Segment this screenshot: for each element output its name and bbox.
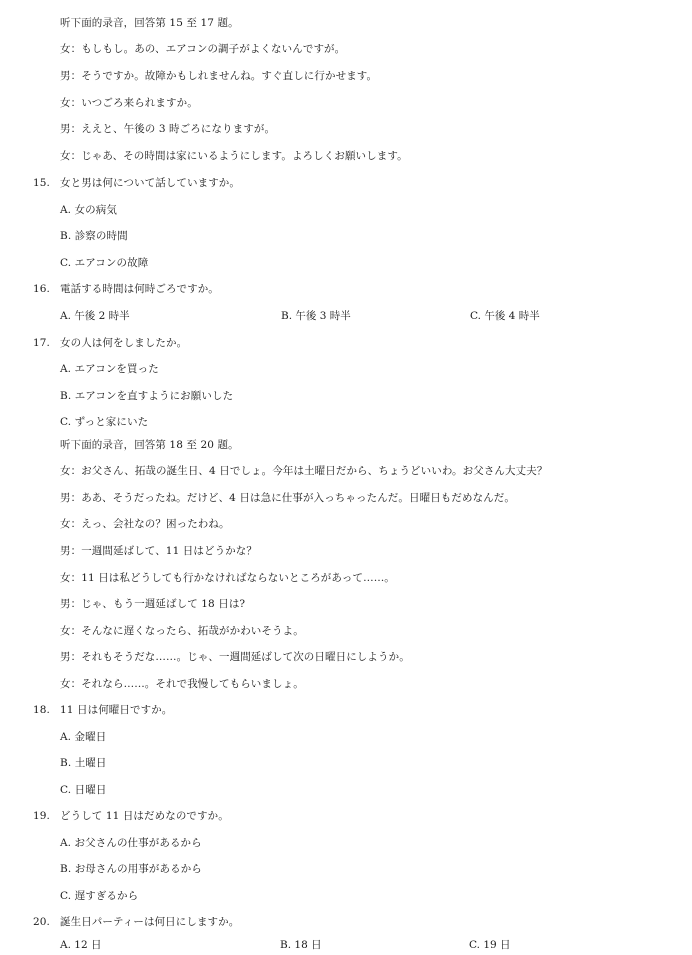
question-text: 誕生日パーティーは何日にしますか。 xyxy=(60,916,240,928)
dialogue-line: 女：えっ、会社なの？困ったわね。 xyxy=(60,518,230,530)
dialogue-line: 女：それなら……。それで我慢してもらいましょ。 xyxy=(60,678,304,690)
question-number: 18. xyxy=(33,704,50,716)
option-b: B. 土曜日 xyxy=(60,757,107,769)
dialogue-line: 女：そんなに遅くなったら、拓哉がかわいそうよ。 xyxy=(60,625,304,637)
question-text: 女と男は何について話していますか。 xyxy=(60,177,240,189)
question-17 xyxy=(33,336,187,350)
option-a: A. 12 日 xyxy=(60,939,102,951)
dialogue-line: 男：一週間延ばして、11 日はどうかな？ xyxy=(60,545,257,557)
dialogue-line: 女：じゃあ、その時間は家にいるようにします。よろしくお願いします。 xyxy=(60,150,408,162)
question-18 xyxy=(33,703,172,717)
section-instruction: 听下面的录音，回答第 18 至 20 题。 xyxy=(60,439,239,451)
option-c: C. エアコンの故障 xyxy=(60,257,149,269)
question-text: 女の人は何をしましたか。 xyxy=(60,337,188,349)
question-number: 19. xyxy=(33,810,50,822)
option-b: B. 午後 3 時半 xyxy=(281,310,351,322)
option-c: C. 日曜日 xyxy=(60,784,107,796)
option-a: A. エアコンを買った xyxy=(60,363,159,375)
option-a: A. お父さんの仕事があるから xyxy=(60,837,202,849)
dialogue-line: 男：それもそうだな……。じゃ、一週間延ばして次の日曜日にしようか。 xyxy=(60,651,410,663)
option-a: A. 午後 2 時半 xyxy=(60,310,130,322)
option-c: C. 午後 4 時半 xyxy=(470,310,540,322)
question-number: 15. xyxy=(33,177,50,189)
question-16 xyxy=(33,282,219,296)
dialogue-line: 女：お父さん、拓哉の誕生日、4 日でしょ。今年は土曜日だから、ちょうどいいわ。お父さん大丈夫？ xyxy=(60,465,548,477)
section-instruction: 听下面的录音，回答第 15 至 17 题。 xyxy=(60,17,239,29)
dialogue-line: 女：11 日は私どうしても行かなければならないところがあって……。 xyxy=(60,572,395,584)
option-c: C. 遅すぎるから xyxy=(60,890,139,902)
question-19 xyxy=(33,809,229,823)
question-number: 17. xyxy=(33,337,50,349)
dialogue-line: 男：ああ、そうだったね。だけど、4 日は急に仕事が入っちゃったんだ。日曜日もだめなんだ。 xyxy=(60,492,515,504)
question-number: 20. xyxy=(33,916,50,928)
dialogue-line: 男：ええと、午後の 3 時ごろになりますが。 xyxy=(60,123,276,135)
option-b: B. お母さんの用事があるから xyxy=(60,863,202,875)
dialogue-line: 女：もしもし。あの、エアコンの調子がよくないんですが。 xyxy=(60,43,346,55)
dialogue-line: 男：そうですか。故障かもしれませんね。すぐ直しに行かせます。 xyxy=(60,70,378,82)
option-a: A. 女の病気 xyxy=(60,204,117,216)
question-20 xyxy=(33,915,239,929)
option-c: C. 19 日 xyxy=(469,939,511,951)
question-text: どうして 11 日はだめなのですか。 xyxy=(60,810,229,822)
option-a: A. 金曜日 xyxy=(60,731,107,743)
dialogue-line: 男：じゃ、もう一週延ばして 18 日は? xyxy=(60,598,246,610)
question-15 xyxy=(33,176,240,190)
question-text: 11 日は何曜日ですか。 xyxy=(60,704,173,716)
dialogue-line: 女：いつごろ来られますか。 xyxy=(60,97,198,109)
question-text: 電話する時間は何時ごろですか。 xyxy=(60,283,219,295)
option-b: B. 診察の時間 xyxy=(60,230,128,242)
option-b: B. 18 日 xyxy=(280,939,322,951)
option-b: B. エアコンを直すようにお願いした xyxy=(60,390,234,402)
question-number: 16. xyxy=(33,283,50,295)
option-c: C. ずっと家にいた xyxy=(60,416,149,428)
